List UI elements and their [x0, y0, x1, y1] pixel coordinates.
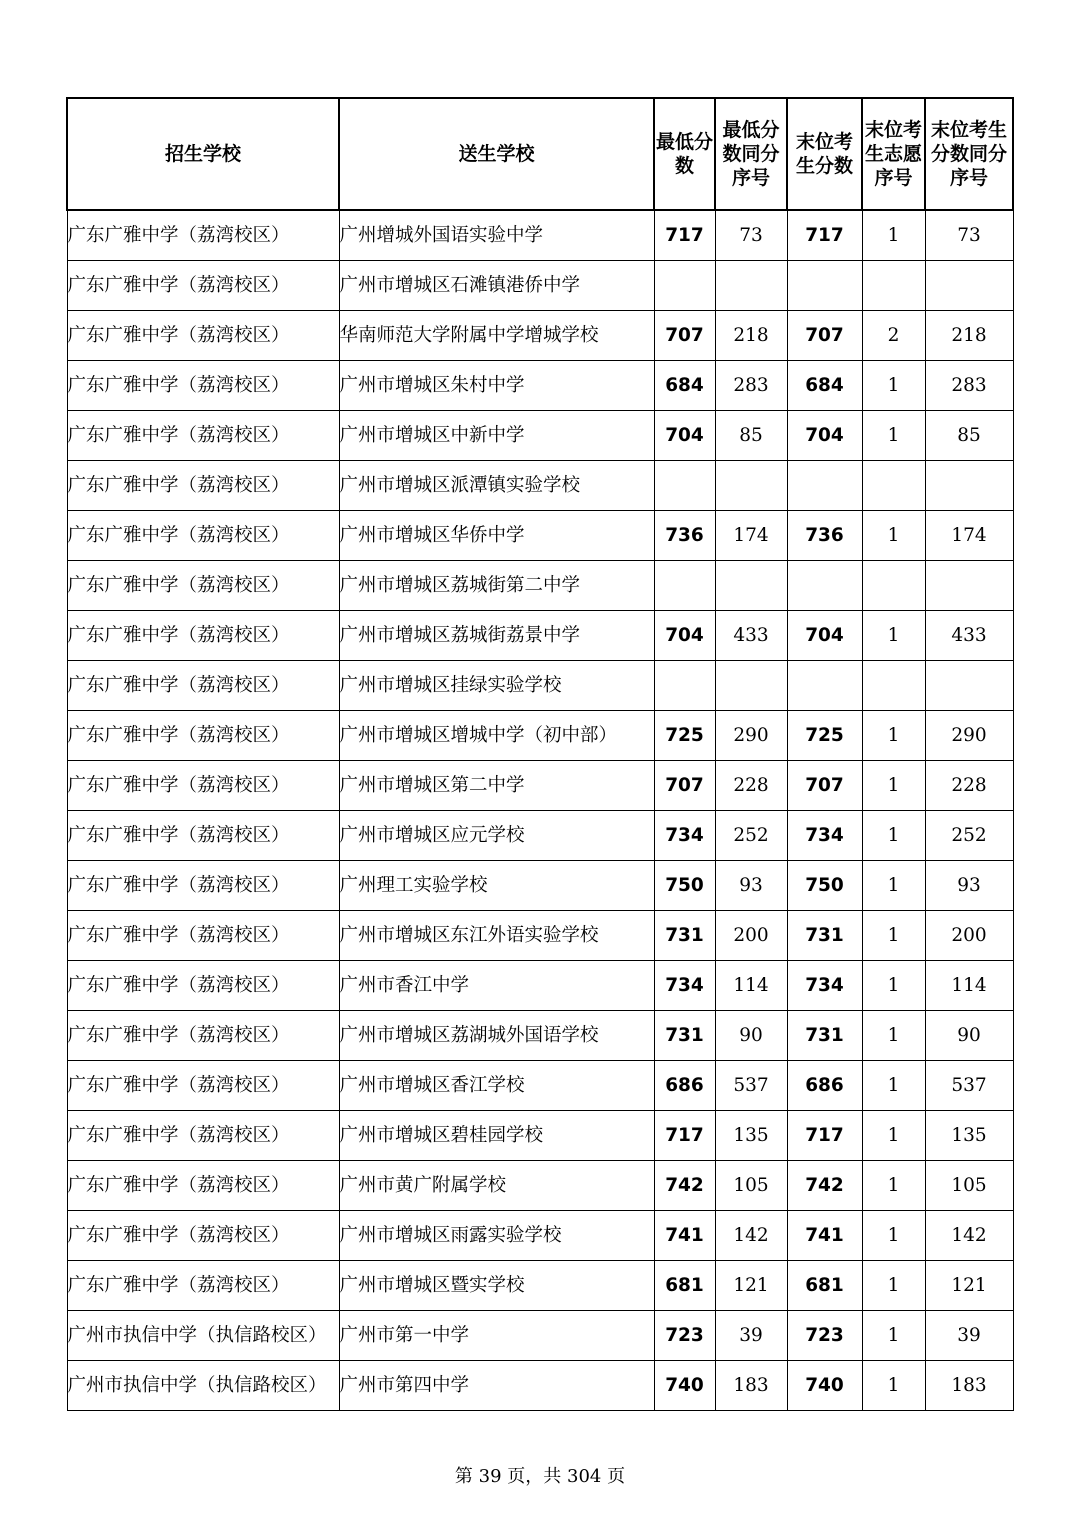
table-row — [67, 961, 1013, 1011]
last-score-rank-cell — [925, 661, 1013, 711]
last-score-rank-cell: 174 — [925, 511, 1013, 561]
last-score-rank-cell: 433 — [925, 611, 1013, 661]
last-choice-order-cell: 1 — [862, 1311, 925, 1361]
min-score-rank-cell: 537 — [715, 1061, 787, 1111]
last-score-cell: 686 — [787, 1061, 862, 1111]
min-score-rank-cell — [715, 561, 787, 611]
min-score-rank-cell — [715, 261, 787, 311]
table-row — [67, 210, 1013, 261]
last-score-rank-cell: 218 — [925, 311, 1013, 361]
last-score-rank-cell — [925, 261, 1013, 311]
admitting-school-cell: 广东广雅中学（荔湾校区） — [67, 461, 339, 511]
sending-school-cell: 广州市增城区派潭镇实验学校 — [339, 461, 654, 511]
last-score-cell: 725 — [787, 711, 862, 761]
min-score-rank-cell: 290 — [715, 711, 787, 761]
table-row — [67, 711, 1013, 761]
sending-school-cell: 广州市增城区东江外语实验学校 — [339, 911, 654, 961]
last-score-cell: 723 — [787, 1311, 862, 1361]
sending-school-cell: 广州市增城区荔城街荔景中学 — [339, 611, 654, 661]
table-row — [67, 311, 1013, 361]
sending-school-cell: 广州市增城区石滩镇港侨中学 — [339, 261, 654, 311]
min-score-rank-cell: 252 — [715, 811, 787, 861]
min-score-cell — [654, 661, 715, 711]
table-row — [67, 561, 1013, 611]
min-score-cell — [654, 461, 715, 511]
table-row — [67, 511, 1013, 561]
last-choice-order-cell: 1 — [862, 911, 925, 961]
min-score-cell: 734 — [654, 811, 715, 861]
min-score-cell: 717 — [654, 1111, 715, 1161]
admitting-school-cell: 广东广雅中学（荔湾校区） — [67, 1261, 339, 1311]
last-score-cell: 734 — [787, 961, 862, 1011]
page-footer: 第 39 页，共 304 页 — [454, 1466, 626, 1487]
table-row — [67, 761, 1013, 811]
sending-school-cell: 广州增城外国语实验中学 — [339, 210, 654, 261]
sending-school-cell: 广州市增城区暨实学校 — [339, 1261, 654, 1311]
last-score-rank-cell: 73 — [925, 210, 1013, 261]
min-score-rank-cell: 39 — [715, 1311, 787, 1361]
min-score-cell: 707 — [654, 311, 715, 361]
last-score-rank-cell: 537 — [925, 1061, 1013, 1111]
sending-school-cell: 广州市黄广附属学校 — [339, 1161, 654, 1211]
table-row — [67, 661, 1013, 711]
sending-school-cell: 广州市增城区雨露实验学校 — [339, 1211, 654, 1261]
last-choice-order-cell — [862, 461, 925, 511]
min-score-cell: 731 — [654, 911, 715, 961]
last-score-cell: 704 — [787, 611, 862, 661]
sending-school-cell: 广州市增城区香江学校 — [339, 1061, 654, 1111]
sending-school-cell: 广州市增城区荔城街第二中学 — [339, 561, 654, 611]
table-row — [67, 861, 1013, 911]
admitting-school-cell: 广东广雅中学（荔湾校区） — [67, 811, 339, 861]
last-choice-order-cell: 1 — [862, 1211, 925, 1261]
last-score-rank-cell: 283 — [925, 361, 1013, 411]
table-row — [67, 1011, 1013, 1061]
last-choice-order-cell: 1 — [862, 711, 925, 761]
min-score-rank-cell: 200 — [715, 911, 787, 961]
admitting-school-cell: 广东广雅中学（荔湾校区） — [67, 661, 339, 711]
last-choice-order-cell: 1 — [862, 1011, 925, 1061]
min-score-rank-cell — [715, 661, 787, 711]
min-score-rank-cell: 93 — [715, 861, 787, 911]
header-admitting-school: 招生学校 — [67, 98, 339, 210]
table-row — [67, 1311, 1013, 1361]
last-score-rank-cell: 200 — [925, 911, 1013, 961]
last-score-rank-cell: 142 — [925, 1211, 1013, 1261]
last-score-rank-cell — [925, 461, 1013, 511]
table-row — [67, 911, 1013, 961]
last-choice-order-cell: 1 — [862, 611, 925, 661]
last-choice-order-cell: 1 — [862, 811, 925, 861]
header-last-score-rank: 末位考生分数同分序号 — [925, 98, 1013, 210]
admitting-school-cell: 广州市执信中学（执信路校区） — [67, 1361, 339, 1411]
sending-school-cell: 广州市增城区碧桂园学校 — [339, 1111, 654, 1161]
last-choice-order-cell: 1 — [862, 1061, 925, 1111]
last-choice-order-cell: 1 — [862, 511, 925, 561]
min-score-cell: 686 — [654, 1061, 715, 1111]
min-score-cell: 704 — [654, 611, 715, 661]
min-score-rank-cell — [715, 461, 787, 511]
min-score-rank-cell: 183 — [715, 1361, 787, 1411]
min-score-rank-cell: 218 — [715, 311, 787, 361]
sending-school-cell: 广州市增城区华侨中学 — [339, 511, 654, 561]
last-score-cell: 742 — [787, 1161, 862, 1211]
min-score-cell: 742 — [654, 1161, 715, 1211]
min-score-cell: 717 — [654, 210, 715, 261]
table-row — [67, 1361, 1013, 1411]
min-score-rank-cell: 105 — [715, 1161, 787, 1211]
min-score-rank-cell: 135 — [715, 1111, 787, 1161]
last-choice-order-cell: 1 — [862, 1161, 925, 1211]
last-score-cell: 704 — [787, 411, 862, 461]
admitting-school-cell: 广东广雅中学（荔湾校区） — [67, 411, 339, 461]
last-score-cell: 717 — [787, 1111, 862, 1161]
table-row — [67, 811, 1013, 861]
admitting-school-cell: 广东广雅中学（荔湾校区） — [67, 210, 339, 261]
table-row — [67, 411, 1013, 461]
header-last-choice-order: 末位考生志愿序号 — [862, 98, 925, 210]
last-choice-order-cell — [862, 261, 925, 311]
admitting-school-cell: 广州市执信中学（执信路校区） — [67, 1311, 339, 1361]
table-row — [67, 461, 1013, 511]
admitting-school-cell: 广东广雅中学（荔湾校区） — [67, 861, 339, 911]
last-score-cell: 707 — [787, 761, 862, 811]
last-score-cell: 731 — [787, 1011, 862, 1061]
min-score-cell: 741 — [654, 1211, 715, 1261]
sending-school-cell: 广州市第一中学 — [339, 1311, 654, 1361]
sending-school-cell: 广州市增城区朱村中学 — [339, 361, 654, 411]
last-score-cell: 681 — [787, 1261, 862, 1311]
last-score-cell: 741 — [787, 1211, 862, 1261]
min-score-cell: 734 — [654, 961, 715, 1011]
admitting-school-cell: 广东广雅中学（荔湾校区） — [67, 1211, 339, 1261]
admitting-school-cell: 广东广雅中学（荔湾校区） — [67, 611, 339, 661]
table-row — [67, 611, 1013, 661]
last-score-cell: 717 — [787, 210, 862, 261]
last-choice-order-cell: 1 — [862, 1361, 925, 1411]
header-row — [67, 98, 1013, 210]
last-score-cell: 736 — [787, 511, 862, 561]
last-score-rank-cell: 93 — [925, 861, 1013, 911]
min-score-cell: 740 — [654, 1361, 715, 1411]
last-score-rank-cell: 183 — [925, 1361, 1013, 1411]
last-choice-order-cell: 1 — [862, 761, 925, 811]
min-score-cell: 681 — [654, 1261, 715, 1311]
admitting-school-cell: 广东广雅中学（荔湾校区） — [67, 1061, 339, 1111]
last-score-cell: 750 — [787, 861, 862, 911]
header-min-score: 最低分数 — [654, 98, 715, 210]
sending-school-cell: 华南师范大学附属中学增城学校 — [339, 311, 654, 361]
last-score-rank-cell: 121 — [925, 1261, 1013, 1311]
min-score-rank-cell: 174 — [715, 511, 787, 561]
table-row — [67, 1111, 1013, 1161]
sending-school-cell: 广州市增城区荔湖城外国语学校 — [339, 1011, 654, 1061]
min-score-cell: 750 — [654, 861, 715, 911]
admitting-school-cell: 广东广雅中学（荔湾校区） — [67, 761, 339, 811]
admitting-school-cell: 广东广雅中学（荔湾校区） — [67, 1011, 339, 1061]
admitting-school-cell: 广东广雅中学（荔湾校区） — [67, 1111, 339, 1161]
last-score-cell — [787, 561, 862, 611]
min-score-cell: 723 — [654, 1311, 715, 1361]
table-row — [67, 1261, 1013, 1311]
last-choice-order-cell — [862, 661, 925, 711]
min-score-rank-cell: 433 — [715, 611, 787, 661]
last-choice-order-cell: 1 — [862, 1111, 925, 1161]
sending-school-cell: 广州市增城区增城中学（初中部） — [339, 711, 654, 761]
sending-school-cell: 广州市增城区中新中学 — [339, 411, 654, 461]
min-score-cell — [654, 261, 715, 311]
last-score-cell — [787, 261, 862, 311]
sending-school-cell: 广州理工实验学校 — [339, 861, 654, 911]
last-score-rank-cell: 228 — [925, 761, 1013, 811]
table-row — [67, 361, 1013, 411]
min-score-cell: 736 — [654, 511, 715, 561]
header-sending-school: 送生学校 — [339, 98, 654, 210]
min-score-rank-cell: 85 — [715, 411, 787, 461]
min-score-rank-cell: 90 — [715, 1011, 787, 1061]
sending-school-cell: 广州市香江中学 — [339, 961, 654, 1011]
last-score-cell: 707 — [787, 311, 862, 361]
admitting-school-cell: 广东广雅中学（荔湾校区） — [67, 711, 339, 761]
admitting-school-cell: 广东广雅中学（荔湾校区） — [67, 361, 339, 411]
last-choice-order-cell: 1 — [862, 861, 925, 911]
table-row — [67, 1161, 1013, 1211]
min-score-rank-cell: 121 — [715, 1261, 787, 1311]
min-score-cell: 684 — [654, 361, 715, 411]
last-score-cell: 734 — [787, 811, 862, 861]
sending-school-cell: 广州市增城区应元学校 — [339, 811, 654, 861]
header-last-score: 末位考生分数 — [787, 98, 862, 210]
min-score-cell — [654, 561, 715, 611]
last-score-rank-cell: 114 — [925, 961, 1013, 1011]
last-choice-order-cell: 1 — [862, 1261, 925, 1311]
min-score-rank-cell: 228 — [715, 761, 787, 811]
admitting-school-cell: 广东广雅中学（荔湾校区） — [67, 1161, 339, 1211]
last-choice-order-cell: 1 — [862, 210, 925, 261]
min-score-cell: 725 — [654, 711, 715, 761]
header-min-score-rank: 最低分数同分序号 — [715, 98, 787, 210]
last-score-rank-cell: 252 — [925, 811, 1013, 861]
last-choice-order-cell: 1 — [862, 361, 925, 411]
last-score-cell: 684 — [787, 361, 862, 411]
last-score-cell: 731 — [787, 911, 862, 961]
admitting-school-cell: 广东广雅中学（荔湾校区） — [67, 561, 339, 611]
table-row — [67, 261, 1013, 311]
last-choice-order-cell: 1 — [862, 411, 925, 461]
last-score-rank-cell — [925, 561, 1013, 611]
admitting-school-cell: 广东广雅中学（荔湾校区） — [67, 261, 339, 311]
admitting-school-cell: 广东广雅中学（荔湾校区） — [67, 961, 339, 1011]
last-score-cell: 740 — [787, 1361, 862, 1411]
sending-school-cell: 广州市第四中学 — [339, 1361, 654, 1411]
sending-school-cell: 广州市增城区挂绿实验学校 — [339, 661, 654, 711]
admitting-school-cell: 广东广雅中学（荔湾校区） — [67, 511, 339, 561]
table-row — [67, 1211, 1013, 1261]
min-score-rank-cell: 114 — [715, 961, 787, 1011]
last-score-cell — [787, 661, 862, 711]
min-score-cell: 707 — [654, 761, 715, 811]
last-score-rank-cell: 105 — [925, 1161, 1013, 1211]
last-score-rank-cell: 290 — [925, 711, 1013, 761]
min-score-cell: 704 — [654, 411, 715, 461]
sending-school-cell: 广州市增城区第二中学 — [339, 761, 654, 811]
last-score-rank-cell: 39 — [925, 1311, 1013, 1361]
last-score-rank-cell: 135 — [925, 1111, 1013, 1161]
last-score-rank-cell: 85 — [925, 411, 1013, 461]
last-choice-order-cell — [862, 561, 925, 611]
min-score-rank-cell: 283 — [715, 361, 787, 411]
last-score-cell — [787, 461, 862, 511]
admission-score-table — [66, 97, 1014, 1411]
admitting-school-cell: 广东广雅中学（荔湾校区） — [67, 911, 339, 961]
last-choice-order-cell: 2 — [862, 311, 925, 361]
last-score-rank-cell: 90 — [925, 1011, 1013, 1061]
last-choice-order-cell: 1 — [862, 961, 925, 1011]
table-row — [67, 1061, 1013, 1111]
min-score-rank-cell: 73 — [715, 210, 787, 261]
min-score-rank-cell: 142 — [715, 1211, 787, 1261]
admitting-school-cell: 广东广雅中学（荔湾校区） — [67, 311, 339, 361]
min-score-cell: 731 — [654, 1011, 715, 1061]
